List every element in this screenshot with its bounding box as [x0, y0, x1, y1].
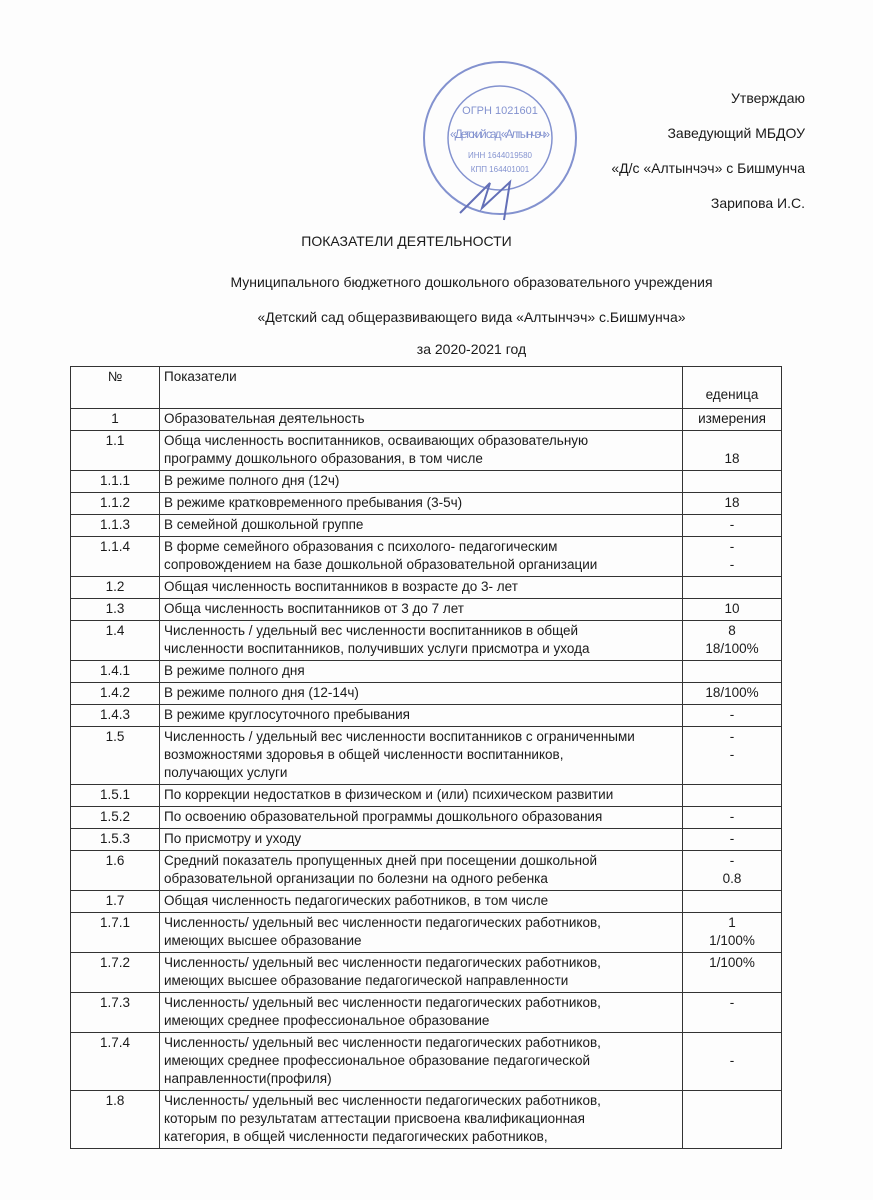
header-name: Показатели: [160, 367, 683, 409]
row-indicator: [160, 621, 683, 661]
row-value: [683, 953, 782, 993]
row-value: [683, 851, 782, 891]
table-row: [71, 599, 782, 621]
row-number: 1.7.2: [71, 953, 160, 993]
indicator-line: категория, в общей численности педагогических работников,: [164, 1129, 548, 1144]
indicator-line: В режиме круглосуточного пребывания: [164, 707, 410, 722]
indicator-line: Обща численность воспитанников от 3 до 7 лет: [164, 601, 464, 616]
indicator-line: Обща численность воспитанников, осваивающих образовательную: [164, 433, 589, 448]
value-line: -: [729, 557, 735, 572]
value-line: -: [729, 517, 735, 532]
indicator-line: Численность/ удельный вес численности педагогических работников,: [164, 915, 601, 930]
row-value: [683, 661, 782, 683]
indicator-line: имеющих высшее образование педагогической направленности: [164, 973, 569, 988]
row-indicator: [160, 471, 683, 493]
table-row: [71, 661, 782, 683]
row-value: [683, 829, 782, 851]
row-indicator: [160, 705, 683, 727]
row-number: 1.4: [71, 621, 160, 661]
indicator-line: В семейной дошкольной группе: [164, 517, 364, 532]
row-value: [683, 1091, 782, 1149]
table-row: [71, 471, 782, 493]
table-row: [71, 829, 782, 851]
table-row: [71, 953, 782, 993]
document-subtitle-org: «Детский сад общеразвивающего вида «Алтынчэч» с.Бишмунча»: [257, 309, 686, 325]
row-value: [683, 683, 782, 705]
value-line: [687, 1034, 777, 1052]
row-number: 1.1.4: [71, 537, 160, 577]
table-row: [71, 807, 782, 829]
table-row: [71, 891, 782, 913]
row-indicator: [160, 409, 683, 431]
indicator-line: численности воспитанников, получивших услуги присмотра и ухода: [164, 641, 590, 656]
row-value: [683, 1033, 782, 1091]
table-row: [71, 1033, 782, 1091]
row-number: 1.5.3: [71, 829, 160, 851]
indicator-line: сопровождением на базе дошкольной образовательной организации: [164, 557, 598, 572]
row-number: 1.1.1: [71, 471, 160, 493]
indicator-line: имеющих среднее профессиональное образование: [164, 1013, 490, 1028]
table-row: [71, 913, 782, 953]
row-number: 1.7.3: [71, 993, 160, 1033]
value-line: 1/100%: [709, 933, 755, 948]
row-value: [683, 621, 782, 661]
row-indicator: [160, 993, 683, 1033]
row-number: 1.5.1: [71, 785, 160, 807]
table-row: [71, 577, 782, 599]
row-indicator: [160, 807, 683, 829]
indicator-line: Численность/ удельный вес численности педагогических работников,: [164, 995, 601, 1010]
header-no: №: [71, 367, 160, 409]
value-line: 18/100%: [705, 685, 759, 700]
row-value: [683, 913, 782, 953]
table-row: [71, 785, 782, 807]
indicator-line: имеющих среднее профессиональное образование педагогической: [164, 1053, 591, 1068]
value-line: -: [729, 853, 735, 868]
table-row: [71, 431, 782, 471]
row-indicator: [160, 1033, 683, 1091]
table-row: [71, 1091, 782, 1149]
row-value: [683, 537, 782, 577]
row-number: 1.3: [71, 599, 160, 621]
row-indicator: [160, 577, 683, 599]
row-value: [683, 471, 782, 493]
indicator-line: программу дошкольного образования, в том числе: [164, 451, 483, 466]
row-number: 1.1.2: [71, 493, 160, 515]
indicator-line: В режиме кратковременного пребывания (3-5ч): [164, 495, 463, 510]
value-line: -: [729, 747, 735, 762]
table-row: [71, 993, 782, 1033]
table-row: [71, 537, 782, 577]
row-value: [683, 515, 782, 537]
table-row: [71, 705, 782, 727]
header-unit-line: еденица: [705, 387, 759, 402]
row-value: [683, 409, 782, 431]
table-row: [71, 409, 782, 431]
table-row: [71, 851, 782, 891]
indicator-line: Образовательная деятельность: [164, 411, 365, 426]
row-indicator: [160, 891, 683, 913]
document-subtitle: Муниципального бюджетного дошкольного образовательного учреждения: [230, 274, 713, 290]
indicator-line: возможностями здоровья в общей численности воспитанников,: [164, 747, 564, 762]
row-value: [683, 891, 782, 913]
indicator-line: получающих услуги: [164, 765, 288, 780]
row-indicator: [160, 683, 683, 705]
row-number: 1.7: [71, 891, 160, 913]
value-line: 0.8: [722, 871, 742, 886]
row-indicator: [160, 785, 683, 807]
row-value: [683, 993, 782, 1033]
indicator-line: имеющих высшее образование: [164, 933, 362, 948]
indicator-line: которым по результатам аттестации присвоена квалификационная: [164, 1111, 585, 1126]
row-number: 1: [71, 409, 160, 431]
value-line: 1/100%: [709, 955, 755, 970]
header-unit: [683, 367, 782, 409]
row-number: 1.5: [71, 727, 160, 785]
table-header-row: [71, 367, 782, 409]
approval-org: «Д/с «Алтынчэч» с Бишмунча: [611, 160, 805, 176]
indicator-line: Средний показатель пропущенных дней при посещении дошкольной: [164, 853, 598, 868]
indicator-line: По присмотру и уходу: [164, 831, 302, 846]
row-value: [683, 431, 782, 471]
value-line: 18: [724, 451, 740, 466]
row-value: [683, 577, 782, 599]
indicator-line: образовательной организации по болезни на одного ребенка: [164, 871, 548, 886]
row-indicator: [160, 599, 683, 621]
table-row: [71, 621, 782, 661]
official-stamp-icon: [420, 48, 580, 228]
value-line: -: [729, 809, 735, 824]
indicator-line: По коррекции недостатков в физическом и (или) психическом развитии: [164, 787, 614, 802]
approval-block: [611, 88, 805, 228]
row-value: [683, 727, 782, 785]
indicator-line: Численность/ удельный вес численности педагогических работников,: [164, 1035, 601, 1050]
row-number: 1.5.2: [71, 807, 160, 829]
row-indicator: [160, 851, 683, 891]
row-indicator: [160, 829, 683, 851]
row-number: 1.7.4: [71, 1033, 160, 1091]
row-number: 1.7.1: [71, 913, 160, 953]
approval-line: Утверждаю: [731, 90, 805, 106]
document-period: за 2020-2021 год: [416, 341, 527, 357]
header-unit-line: [687, 368, 777, 386]
indicator-line: По освоению образовательной программы дошкольного образования: [164, 809, 603, 824]
table-row: [71, 727, 782, 785]
indicator-line: Численность / удельный вес численности воспитанников в общей: [164, 623, 579, 638]
approval-name: Зарипова И.С.: [710, 195, 805, 211]
stamp-kpp: КПП 164401001: [470, 165, 530, 174]
row-indicator: [160, 661, 683, 683]
stamp-inn: ИНН 1644019580: [467, 151, 533, 160]
row-indicator: [160, 1091, 683, 1149]
row-value: [683, 785, 782, 807]
row-number: 1.6: [71, 851, 160, 891]
row-indicator: [160, 493, 683, 515]
indicator-line: Численность/ удельный вес численности педагогических работников,: [164, 1093, 601, 1108]
value-line: 18/100%: [705, 641, 759, 656]
row-number: 1.4.1: [71, 661, 160, 683]
row-number: 1.2: [71, 577, 160, 599]
indicator-line: В режиме полного дня (12-14ч): [164, 685, 359, 700]
indicator-line: Общая численность воспитанников в возрасте до 3- лет: [164, 579, 518, 594]
indicator-line: В режиме полного дня (12ч): [164, 473, 340, 488]
row-value: [683, 705, 782, 727]
row-indicator: [160, 515, 683, 537]
value-line: -: [729, 729, 735, 744]
value-line: 10: [724, 601, 740, 616]
value-line: 18: [724, 495, 740, 510]
value-line: 8: [728, 623, 736, 638]
row-indicator: [160, 431, 683, 471]
table-row: [71, 515, 782, 537]
row-indicator: [160, 913, 683, 953]
value-line: измерения: [698, 411, 766, 426]
indicator-line: В режиме полного дня: [164, 663, 305, 678]
approval-position: Заведующий МБДОУ: [667, 125, 805, 141]
row-value: [683, 807, 782, 829]
value-line: 1: [728, 915, 736, 930]
row-number: 1.1.3: [71, 515, 160, 537]
value-line: -: [729, 1053, 735, 1068]
row-number: 1.4.3: [71, 705, 160, 727]
value-line: -: [729, 995, 735, 1010]
indicator-line: Численность / удельный вес численности воспитанников с ограниченными: [164, 729, 635, 744]
value-line: -: [729, 539, 735, 554]
indicator-line: Численность/ удельный вес численности педагогических работников,: [164, 955, 601, 970]
row-number: 1.4.2: [71, 683, 160, 705]
stamp-text: «Детский сад «Алтынчэч»: [450, 127, 550, 141]
indicator-line: В форме семейного образования с психолого- педагогическим: [164, 539, 558, 554]
table-row: [71, 683, 782, 705]
stamp-ogrn: ОГРН 1021601: [462, 105, 538, 117]
row-indicator: [160, 953, 683, 993]
row-value: [683, 599, 782, 621]
value-line: -: [729, 707, 735, 722]
row-value: [683, 493, 782, 515]
row-indicator: [160, 537, 683, 577]
row-number: 1.8: [71, 1091, 160, 1149]
document-title: ПОКАЗАТЕЛИ ДЕЯТЕЛЬНОСТИ: [301, 233, 512, 249]
row-number: 1.1: [71, 431, 160, 471]
indicator-line: Общая численность педагогических работников, в том числе: [164, 893, 549, 908]
value-line: [687, 432, 777, 450]
indicators-table: [70, 366, 782, 1149]
value-line: -: [729, 831, 735, 846]
table-row: [71, 493, 782, 515]
row-indicator: [160, 727, 683, 785]
indicator-line: направленности(профиля): [164, 1071, 332, 1086]
